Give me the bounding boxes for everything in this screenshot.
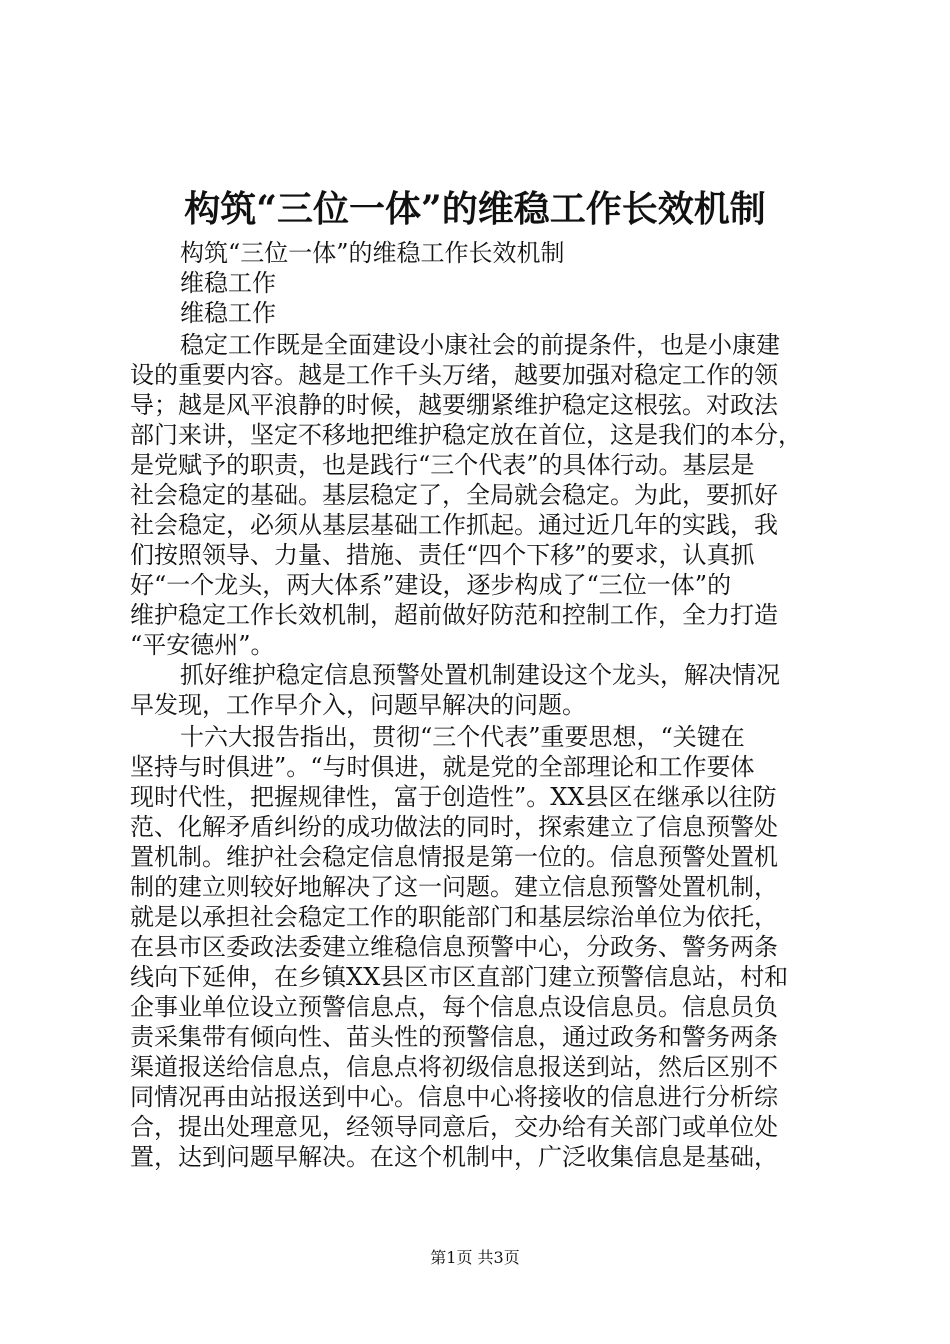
document-title: 构筑“三位一体”的维稳工作长效机制 <box>184 188 766 230</box>
paragraph-line: 维护稳定工作长效机制，超前做好防范和控制工作，全力打造 <box>130 601 778 629</box>
paragraph-line: 合，提出处理意见，经领导同意后，交办给有关部门或单位处 <box>130 1113 778 1141</box>
paragraph-line: “平安德州”。 <box>130 631 275 659</box>
paragraph-line: 置机制。维护社会稳定信息情报是第一位的。信息预警处置机 <box>130 843 778 871</box>
paragraph-line: 部门来讲，坚定不移地把维护稳定放在首位，这是我们的本分， <box>130 421 802 449</box>
subtitle-line: 构筑“三位一体”的维稳工作长效机制 <box>180 239 565 267</box>
paragraph-line: 稳定工作既是全面建设小康社会的前提条件，也是小康建 <box>180 331 780 359</box>
paragraph-line: 设的重要内容。越是工作千头万绪，越要加强对稳定工作的领 <box>130 361 778 389</box>
paragraph-line: 就是以承担社会稳定工作的职能部门和基层综治单位为依托， <box>130 903 778 931</box>
paragraph-line: 是党赋予的职责，也是践行“三个代表”的具体行动。基层是 <box>130 451 755 479</box>
paragraph-line: 抓好维护稳定信息预警处置机制建设这个龙头，解决情况 <box>180 661 780 689</box>
paragraph-line: 好“一个龙头，两大体系”建设，逐步构成了“三位一体”的 <box>130 571 732 599</box>
paragraph-line: 渠道报送给信息点，信息点将初级信息报送到站，然后区别不 <box>130 1053 778 1081</box>
paragraph-line: 社会稳定的基础。基层稳定了，全局就会稳定。为此，要抓好 <box>130 481 778 509</box>
paragraph-line: 企事业单位设立预警信息点，每个信息点设信息员。信息员负 <box>130 993 778 1021</box>
paragraph-line: 范、化解矛盾纠纷的成功做法的同时，探索建立了信息预警处 <box>130 813 778 841</box>
paragraph-line: 们按照领导、力量、措施、责任“四个下移”的要求，认真抓 <box>130 541 755 569</box>
page-number-footer: 第1页 共3页 <box>430 1248 520 1267</box>
section-label: 维稳工作 <box>180 269 276 297</box>
paragraph-line: 导；越是风平浪静的时候，越要绷紧维护稳定这根弦。对政法 <box>130 391 778 419</box>
paragraph-line: 社会稳定，必须从基层基础工作抓起。通过近几年的实践，我 <box>130 511 778 539</box>
paragraph-line: 现时代性，把握规律性，富于创造性”。XX县区在继承以往防 <box>130 783 777 811</box>
paragraph-line: 同情况再由站报送到中心。信息中心将接收的信息进行分析综 <box>130 1083 778 1111</box>
paragraph-line: 坚持与时俱进”。“与时俱进，就是党的全部理论和工作要体 <box>130 753 755 781</box>
paragraph-line: 线向下延伸，在乡镇XX县区市区直部门建立预警信息站，村和 <box>130 963 789 991</box>
paragraph-line: 在县市区委政法委建立维稳信息预警中心，分政务、警务两条 <box>130 933 778 961</box>
paragraph-line: 早发现，工作早介入，问题早解决的问题。 <box>130 691 586 719</box>
paragraph-line: 责采集带有倾向性、苗头性的预警信息，通过政务和警务两条 <box>130 1023 778 1051</box>
paragraph-line: 制的建立则较好地解决了这一问题。建立信息预警处置机制， <box>130 873 778 901</box>
paragraph-line: 置，达到问题早解决。在这个机制中，广泛收集信息是基础， <box>130 1143 778 1171</box>
paragraph-line: 十六大报告指出，贯彻“三个代表”重要思想，“关键在 <box>180 723 745 751</box>
section-label: 维稳工作 <box>180 299 276 327</box>
